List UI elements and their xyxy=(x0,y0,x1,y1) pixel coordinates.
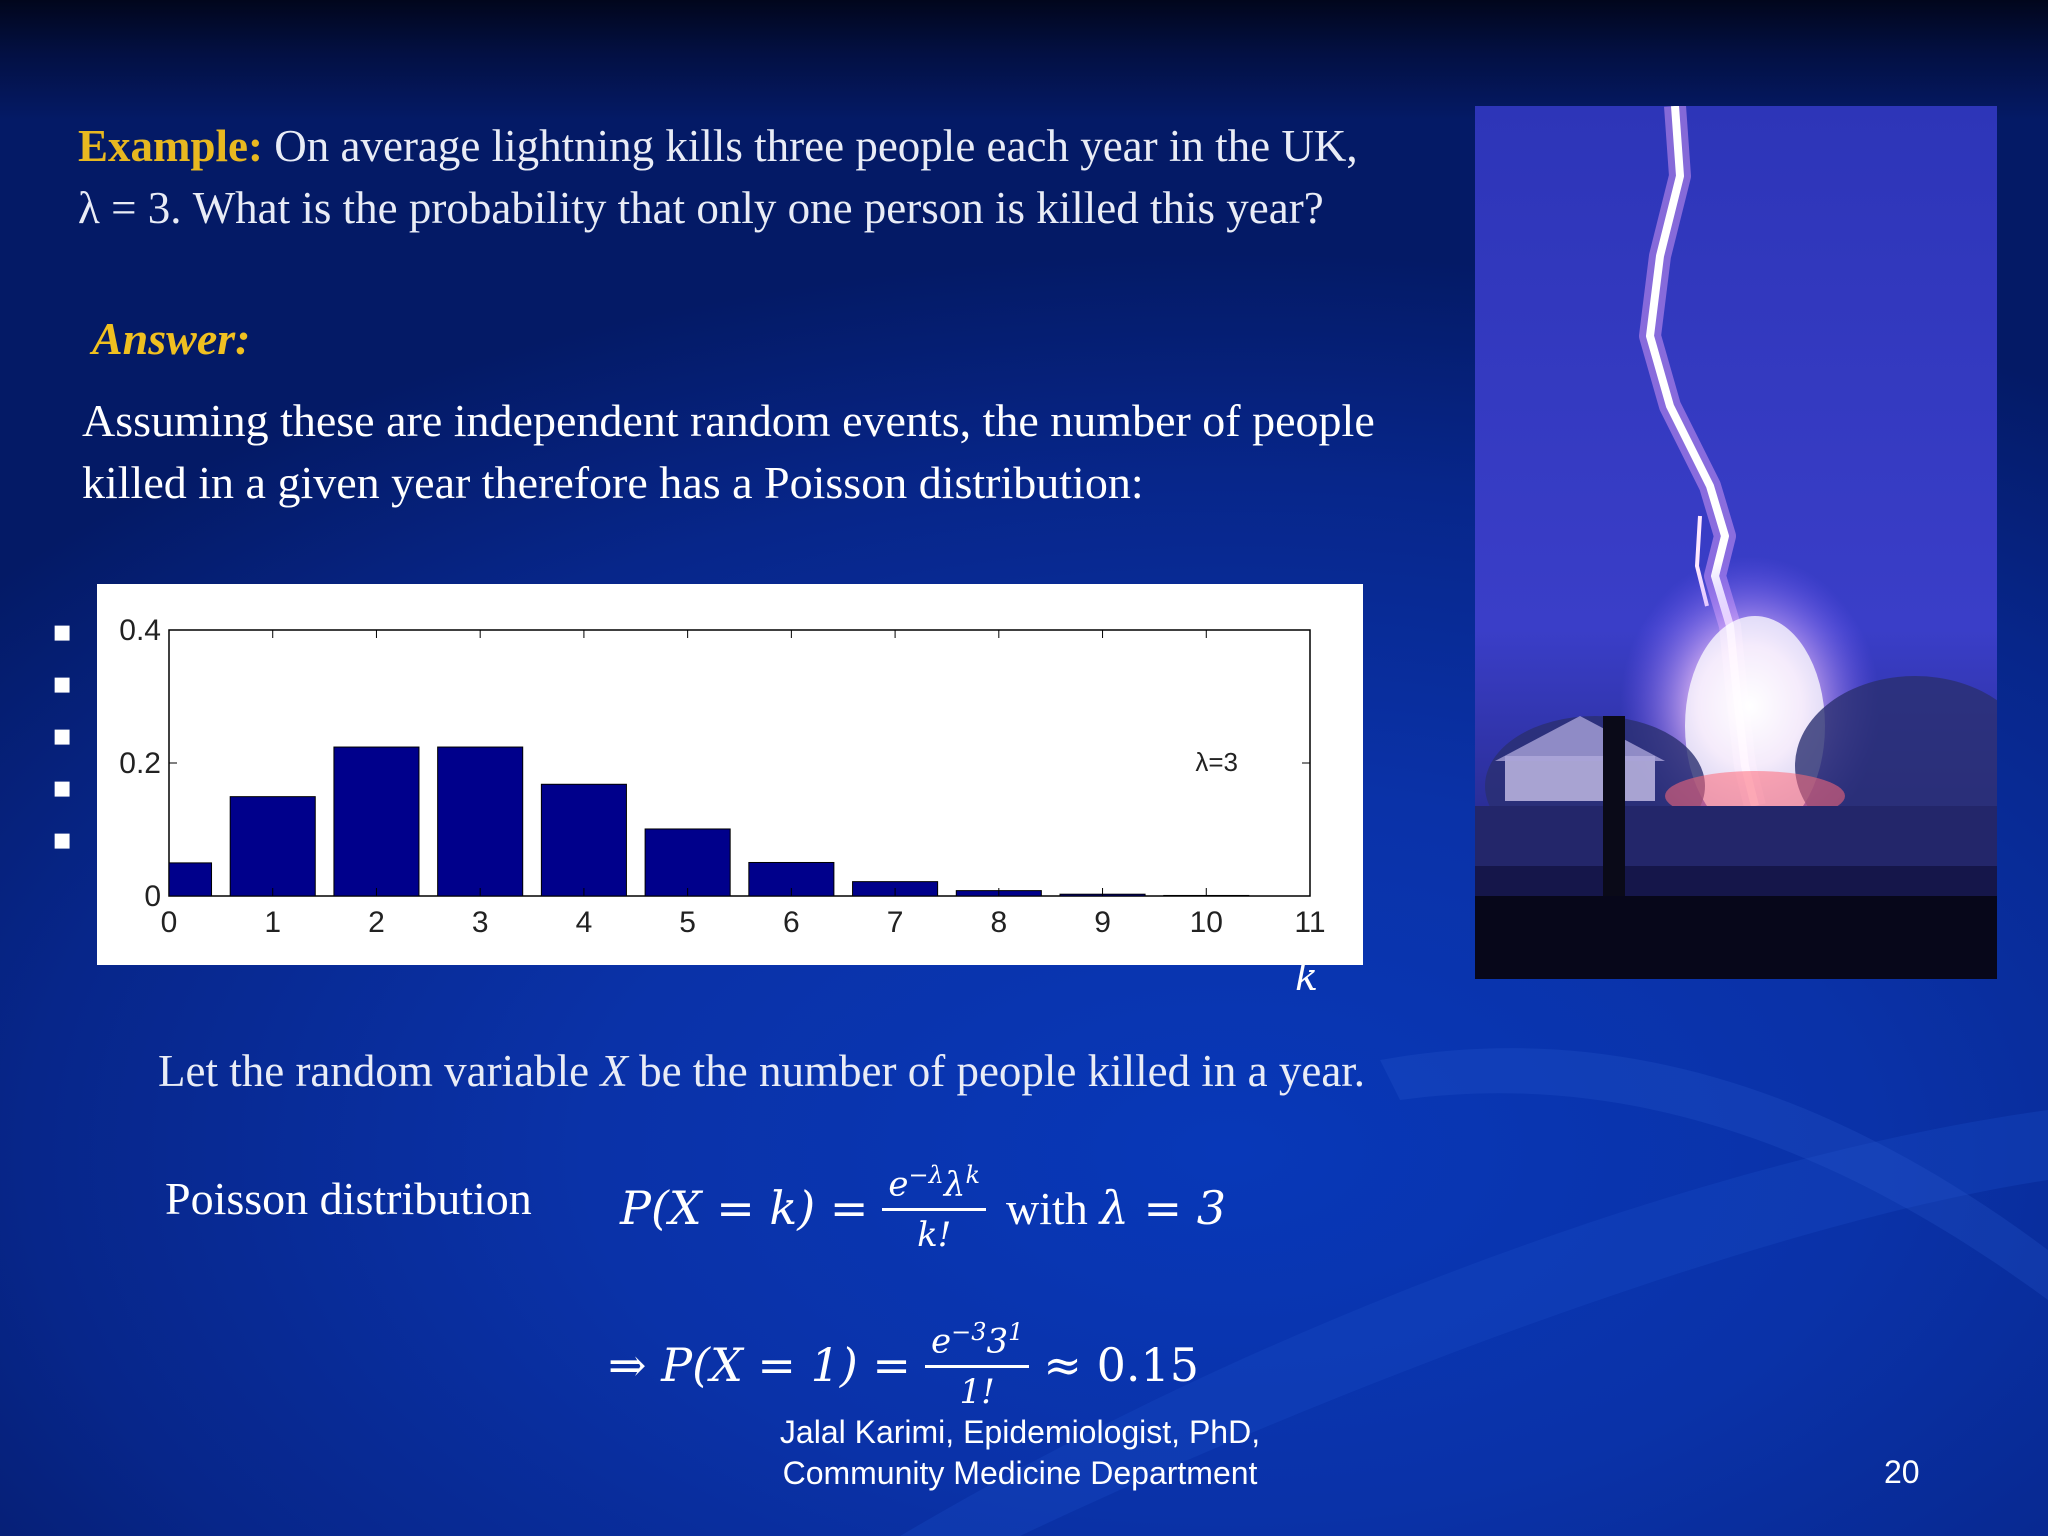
formula1-with: with xyxy=(1005,1182,1088,1234)
bar-k-1 xyxy=(230,797,315,896)
formula1-denominator: k! xyxy=(917,1215,952,1256)
example-paragraph xyxy=(78,115,1358,239)
bar-k-2 xyxy=(334,747,419,896)
x-tick-label: 0 xyxy=(160,906,178,939)
x-tick-label: 5 xyxy=(679,906,696,939)
x-axis-label: k xyxy=(1295,955,1319,999)
x-tick-label: 10 xyxy=(1189,906,1223,939)
example-label: Example: xyxy=(78,121,263,171)
bullet-mark: ▪ xyxy=(52,770,73,805)
bar-k-0 xyxy=(169,863,212,896)
random-variable-statement xyxy=(158,1045,1365,1097)
poisson-distribution-label: Poisson distribution xyxy=(165,1173,532,1224)
bar-k-3 xyxy=(438,747,523,896)
x-tick-label: 8 xyxy=(990,906,1008,939)
poisson-chart-panel xyxy=(97,584,1363,965)
formula1-numerator: $e^{-\lambda}\lambda^k$ xyxy=(888,1160,980,1205)
page-number: 20 xyxy=(1884,1454,1920,1490)
lambda-annotation: λ=3 xyxy=(1195,747,1238,777)
lightning-image xyxy=(1475,106,1997,979)
formula1-lhs: P(X = k) = xyxy=(620,1181,869,1235)
bullet-mark: ▪ xyxy=(52,718,73,753)
x-tick-label: 4 xyxy=(575,906,593,939)
x-tick-label: 9 xyxy=(1094,906,1111,939)
formula2-rhs: ≈ 0.15 xyxy=(1043,1338,1200,1392)
formula2-denominator: 1! xyxy=(959,1372,995,1413)
bullet-mark: ▪ xyxy=(52,666,73,701)
poisson-result-formula xyxy=(608,1305,1199,1425)
x-tick-label: 1 xyxy=(264,906,282,939)
formula1-rhs: λ = 3 xyxy=(1099,1181,1226,1235)
x-tick-label: 3 xyxy=(471,906,489,939)
assumption-paragraph: Assuming these are independent random events, the number of people killed in a given year therefore has a Poisson distribution: xyxy=(82,395,1375,508)
poisson-bar-chart xyxy=(97,584,1363,965)
formula2-lhs: ⇒ P(X = 1) = xyxy=(608,1338,911,1392)
statement-variable: X xyxy=(600,1046,628,1096)
x-tick-label: 11 xyxy=(1294,906,1326,939)
bullet-mark: ▪ xyxy=(52,822,73,857)
answer-label: Answer: xyxy=(92,313,251,364)
formula2-numerator: $e^{-3}3^1$ xyxy=(930,1317,1024,1362)
bullet-mark: ▪ xyxy=(52,614,73,649)
statement-prefix: Let the random variable xyxy=(158,1046,601,1096)
y-tick-label: 0 xyxy=(144,880,161,913)
example-text: On average lightning kills three people each year in the UK, λ = 3. What is the probability that only one person is killed this year? xyxy=(78,121,1358,233)
y-tick-label: 0.4 xyxy=(119,614,161,647)
lightning-photo xyxy=(1475,106,1997,979)
bar-k-4 xyxy=(541,784,626,896)
formula1-fraction xyxy=(882,1161,986,1255)
bar-k-5 xyxy=(645,829,730,896)
poisson-formula xyxy=(620,1148,1226,1268)
formula2-fraction xyxy=(925,1318,1029,1412)
x-tick-label: 7 xyxy=(886,906,904,939)
x-tick-label: 6 xyxy=(783,906,800,939)
y-tick-label: 0.2 xyxy=(119,747,161,780)
footer-line2: Community Medicine Department xyxy=(782,1455,1258,1491)
statement-suffix: be the number of people killed in a year. xyxy=(627,1046,1366,1096)
footer-credit xyxy=(720,1412,1320,1494)
footer-line1: Jalal Karimi, Epidemiologist, PhD, xyxy=(779,1414,1261,1450)
x-tick-label: 2 xyxy=(368,906,385,939)
bullet-marks xyxy=(52,606,82,866)
